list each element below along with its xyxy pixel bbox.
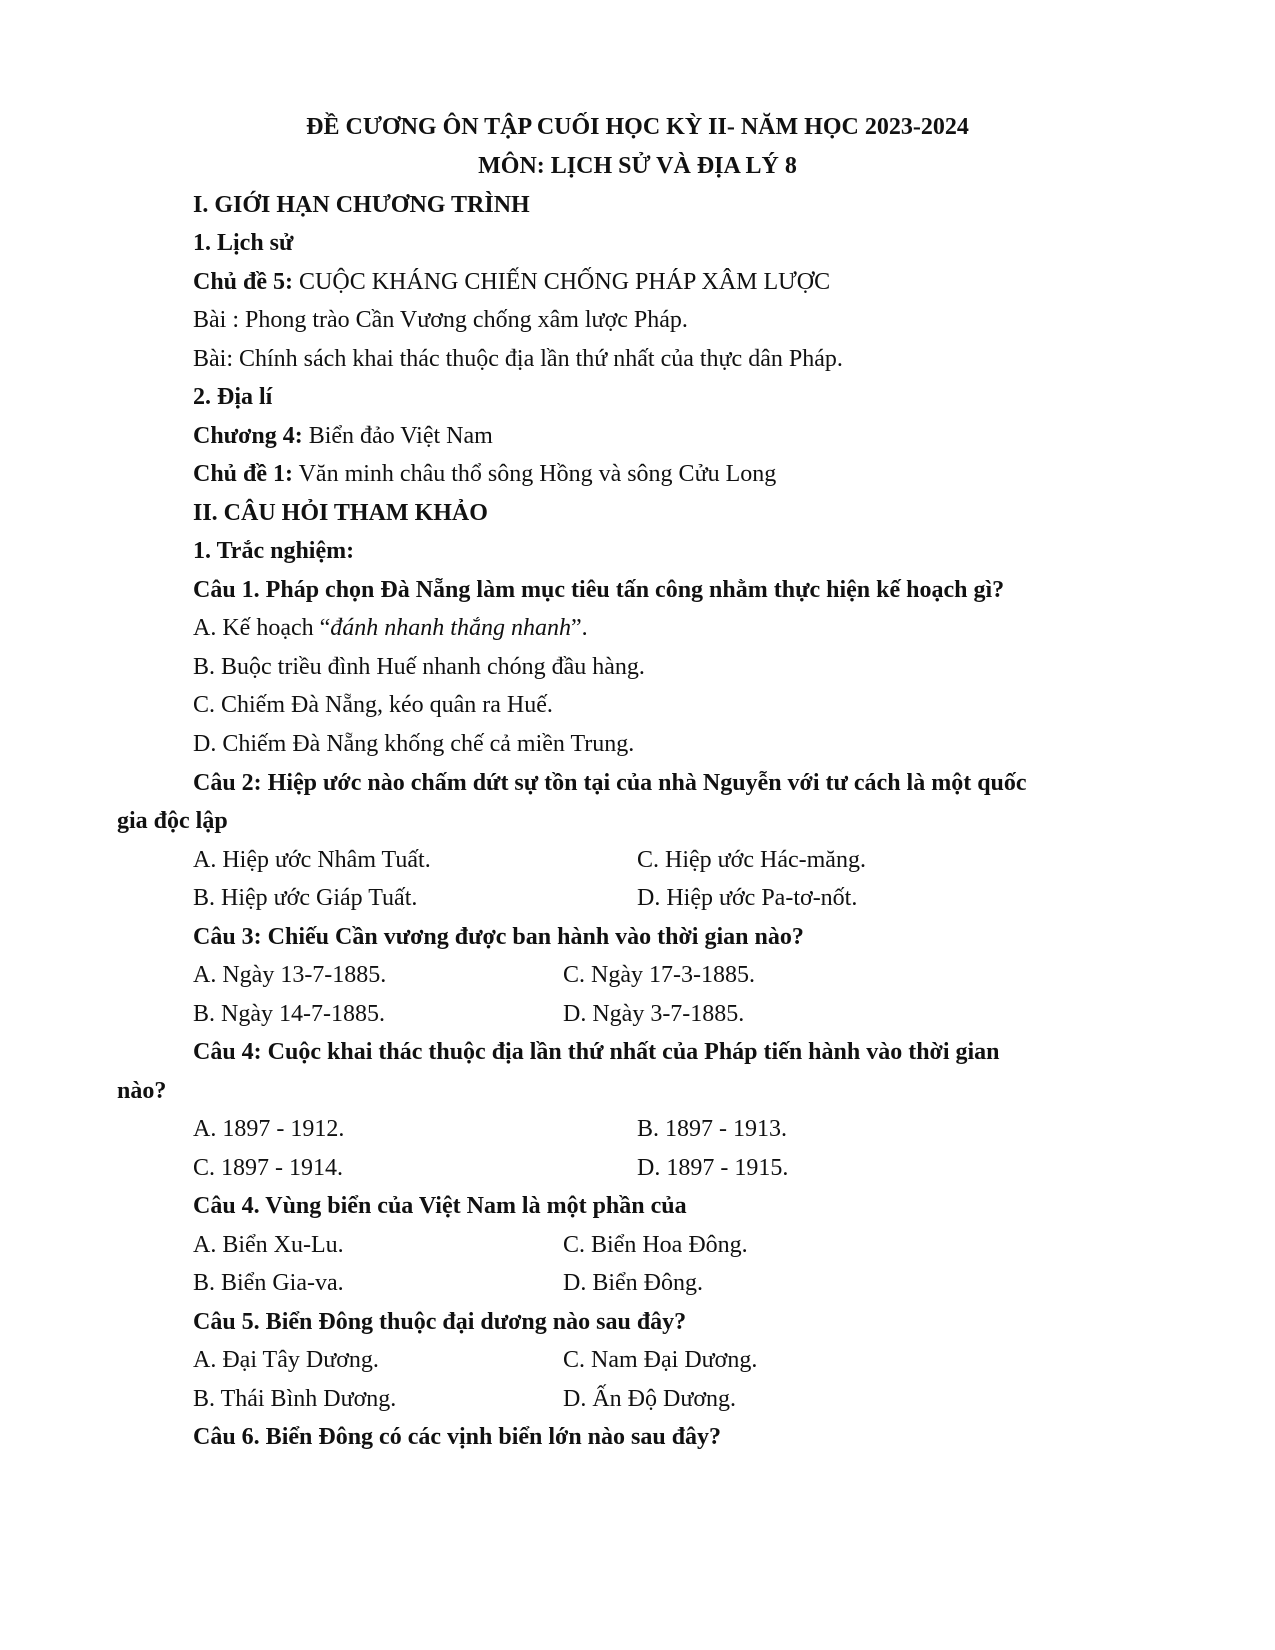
geography-heading: 2. Địa lí [193,384,273,410]
question-4-option-d: D. 1897 - 1915. [637,1155,789,1181]
question-2-option-d: D. Hiệp ước Pa-tơ-nốt. [637,885,858,911]
question-5-option-b: B. Thái Bình Dương. [193,1386,397,1412]
question-2-option-c: C. Hiệp ước Hác-măng. [637,847,866,873]
multiple-choice-heading: 1. Trắc nghiệm: [193,538,355,564]
question-4-option-b: B. 1897 - 1913. [637,1116,787,1142]
document-title-line1: ĐỀ CƯƠNG ÔN TẬP CUỐI HỌC KỲ II- NĂM HỌC 2023-2024 [306,114,969,140]
question-3-option-a: A. Ngày 13-7-1885. [193,962,387,988]
question-1-option-b: B. Buộc triều đình Huế nhanh chóng đầu hàng. [193,654,645,680]
question-2-option-b: B. Hiệp ước Giáp Tuất. [193,885,418,911]
geography-topic-text: Văn minh châu thổ sông Hồng và sông Cửu Long [293,461,777,487]
geography-chapter-text: Biển đảo Việt Nam [302,423,493,449]
question-4-option-c: C. 1897 - 1914. [193,1155,343,1181]
question-5-option-a: A. Đại Tây Dương. [193,1347,379,1373]
question-6: Câu 6. Biển Đông có các vịnh biển lớn nào sau đây? [193,1424,722,1450]
document-title-line2: MÔN: LỊCH SỬ VÀ ĐỊA LÝ 8 [478,153,797,179]
q1-a-prefix: A. Kế hoạch “ [193,615,331,641]
question-5-option-c: C. Nam Đại Dương. [563,1347,758,1373]
history-heading: 1. Lịch sử [193,230,294,256]
question-4b: Câu 4. Vùng biển của Việt Nam là một phần của [193,1193,687,1219]
question-5-option-d: D. Ấn Độ Dương. [563,1386,737,1412]
question-2-line-1: Câu 2: Hiệp ước nào chấm dứt sự tồn tại của nhà Nguyễn với tư cách là một quốc [193,770,1027,796]
section1-heading: I. GIỚI HẠN CHƯƠNG TRÌNH [193,192,530,218]
geography-chapter [193,421,493,451]
question-3: Câu 3: Chiếu Cần vương được ban hành vào thời gian nào? [193,924,804,950]
question-4-line-1: Câu 4: Cuộc khai thác thuộc địa lần thứ nhất của Pháp tiến hành vào thời gian [193,1039,1000,1065]
question-3-option-b: B. Ngày 14-7-1885. [193,1001,385,1027]
question-1-option-c: C. Chiếm Đà Nẵng, kéo quân ra Huế. [193,692,553,718]
question-4b-option-d: D. Biển Đông. [563,1270,703,1296]
question-1-option-a [193,613,588,643]
question-1-option-d: D. Chiếm Đà Nẵng khống chế cả miền Trung. [193,731,635,757]
history-topic [193,267,830,297]
question-2-line-2: gia độc lập [117,808,228,834]
geography-topic [193,459,776,489]
q1-a-italic: đánh nhanh thắng nhanh [330,615,571,641]
question-4b-option-b: B. Biển Gia-va. [193,1270,344,1296]
q1-a-suffix: ”. [570,615,588,641]
question-3-option-c: C. Ngày 17-3-1885. [563,962,755,988]
history-lesson-1: Bài : Phong trào Cần Vương chống xâm lược Pháp. [193,307,688,333]
geography-chapter-label: Chương 4: [193,423,303,449]
question-1: Câu 1. Pháp chọn Đà Nẵng làm mục tiêu tấn công nhằm thực hiện kế hoạch gì? [193,577,1005,603]
geography-topic-label: Chủ đề 1: [193,461,294,487]
question-4b-option-a: A. Biển Xu-Lu. [193,1232,344,1258]
history-topic-text: CUỘC KHÁNG CHIẾN CHỐNG PHÁP XÂM LƯỢC [293,269,831,295]
history-topic-label: Chủ đề 5: [193,269,294,295]
question-4-line-2: nào? [117,1078,167,1104]
question-4b-option-c: C. Biển Hoa Đông. [563,1232,748,1258]
history-lesson-2: Bài: Chính sách khai thác thuộc địa lần thứ nhất của thực dân Pháp. [193,346,843,372]
question-4-option-a: A. 1897 - 1912. [193,1116,345,1142]
question-5: Câu 5. Biển Đông thuộc đại dương nào sau đây? [193,1309,687,1335]
section2-heading: II. CÂU HỎI THAM KHẢO [193,500,488,526]
question-3-option-d: D. Ngày 3-7-1885. [563,1001,745,1027]
question-2-option-a: A. Hiệp ước Nhâm Tuất. [193,847,431,873]
